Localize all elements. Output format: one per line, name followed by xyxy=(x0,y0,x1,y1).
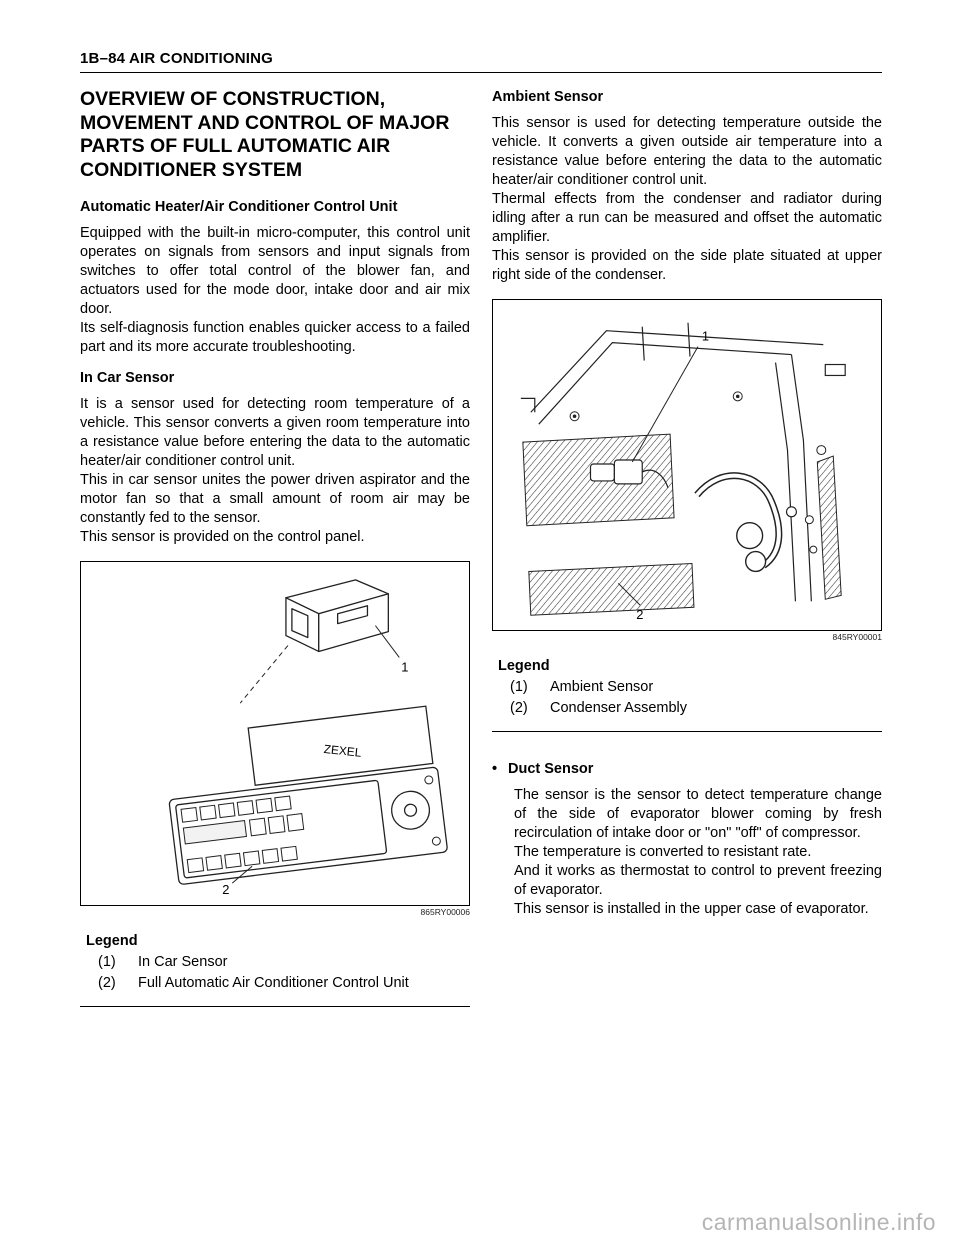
body-paragraph: This sensor is provided on the control panel. xyxy=(80,529,365,545)
brand-label: ZEXEL xyxy=(323,741,363,760)
callout-2: 2 xyxy=(636,607,644,623)
heading-in-car-sensor: In Car Sensor xyxy=(80,370,175,386)
legend-num: (2) xyxy=(510,700,528,716)
section-divider xyxy=(80,1006,470,1007)
condenser-fins xyxy=(523,434,841,615)
legend-right xyxy=(492,657,882,718)
body-paragraph: The temperature is converted to resistant rate. xyxy=(514,844,812,860)
legend-num: (1) xyxy=(98,954,116,970)
legend-heading: Legend xyxy=(498,658,550,674)
hoses xyxy=(697,476,796,572)
legend-label: Condenser Assembly xyxy=(550,700,688,716)
legend-label: Full Automatic Air Conditioner Control Unit xyxy=(138,975,409,991)
heading-ambient-sensor: Ambient Sensor xyxy=(492,89,604,105)
main-title: OVERVIEW OF CONSTRUCTION, MOVEMENT AND CONTROL OF MAJOR PARTS OF FULL AUTOMATIC AIR CONDITIONER SYSTEM xyxy=(80,88,450,181)
callout-1: 1 xyxy=(701,328,710,344)
figure-ambient-sensor xyxy=(492,299,882,631)
body-paragraph: Thermal effects from the condenser and radiator during idling after a run can be measured and offset the automatic amplifier. xyxy=(492,191,882,245)
figure-ref: 865RY00006 xyxy=(420,907,470,917)
duct-sensor-title: Duct Sensor xyxy=(508,761,594,777)
left-column xyxy=(80,88,470,1007)
figure-ref: 845RY00001 xyxy=(832,632,882,642)
dashed-leader xyxy=(240,646,288,704)
legend-num: (1) xyxy=(510,679,528,695)
legend-label: Ambient Sensor xyxy=(550,679,654,695)
duct-sensor-section xyxy=(492,760,882,919)
heading-duct-sensor xyxy=(492,760,882,779)
figure-in-car-sensor xyxy=(80,561,470,906)
body-paragraph: This sensor is provided on the side plate situated at upper right side of the condenser. xyxy=(492,248,882,283)
section-divider xyxy=(492,731,882,732)
body-paragraph: And it works as thermostat to control to prevent freezing of evaporator. xyxy=(514,863,882,898)
legend-item xyxy=(86,953,470,972)
body-paragraph: It is a sensor used for detecting room temperature of a vehicle. This sensor converts a given room temperature into a resistance value before entering the data to the automatic heater/air conditioner control unit. xyxy=(80,396,470,469)
body-paragraph: This in car sensor unites the power driven aspirator and the motor fan so that a small amount of room air may be constantly fed to the sensor. xyxy=(80,472,470,526)
legend-item xyxy=(498,699,882,718)
legend-left xyxy=(80,932,470,993)
page-header: 1B–84 AIR CONDITIONING xyxy=(80,50,882,73)
callout-2: 2 xyxy=(222,882,230,898)
in-car-sensor-drawing xyxy=(81,562,469,905)
sensor-box-shape xyxy=(286,580,388,652)
body-paragraph: Equipped with the built-in micro-computer, this control unit operates on signals from sensors and input signals from switches to offer total control of the blower fan, and actuators used for the mode door, intake door and air mix door. xyxy=(80,225,470,317)
legend-item xyxy=(498,678,882,697)
watermark: carmanualsonline.info xyxy=(701,1209,936,1235)
bullet-marker: • xyxy=(492,761,498,777)
right-column xyxy=(492,88,882,919)
legend-heading: Legend xyxy=(86,933,138,949)
body-paragraph: This sensor is installed in the upper case of evaporator. xyxy=(514,901,869,917)
legend-num: (2) xyxy=(98,975,116,991)
legend-label: In Car Sensor xyxy=(138,954,228,970)
control-unit-shape xyxy=(161,706,447,885)
body-paragraph: The sensor is the sensor to detect temperature change of the side of evaporator blower coming by fresh recirculation of intake door or "on" "off" of compressor. xyxy=(514,787,882,841)
callout-1: 1 xyxy=(401,659,409,675)
heading-auto-unit: Automatic Heater/Air Conditioner Control Unit xyxy=(80,199,398,215)
body-paragraph: Its self-diagnosis function enables quicker access to a failed part and its more accurate troubleshooting. xyxy=(80,320,470,355)
ambient-sensor-drawing xyxy=(493,300,881,630)
legend-item xyxy=(86,974,470,993)
body-paragraph: This sensor is used for detecting temperature outside the vehicle. It converts a given outside air temperature into a resistance value before entering the data to the automatic heater/air conditioner control unit. xyxy=(492,115,882,188)
duct-sensor-body xyxy=(514,786,882,919)
